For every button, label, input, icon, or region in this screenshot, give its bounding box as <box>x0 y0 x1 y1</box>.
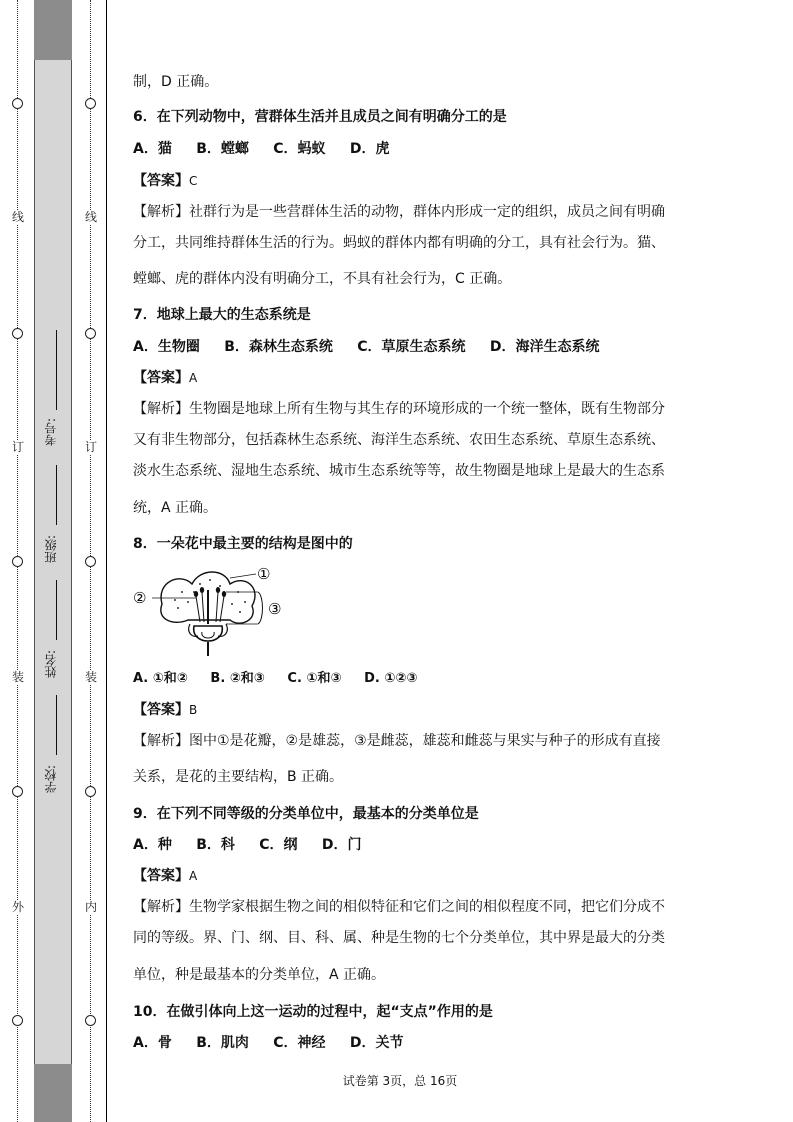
answer-value: C <box>189 174 198 188</box>
q9-answer <box>133 866 197 886</box>
page-footer: 试卷第 3页，总 16页 <box>342 1074 458 1088</box>
exam-number-field-label: 考号: <box>44 418 58 447</box>
outer-marker-ding: 订 <box>11 440 24 454</box>
answer-label: 【答案】 <box>133 370 189 386</box>
label-1: ① <box>257 565 271 583</box>
strip-top-block <box>34 0 72 60</box>
inner-circle <box>85 328 96 339</box>
inner-circle <box>85 98 96 109</box>
inner-marker-zhuang: 装 <box>84 670 97 684</box>
q6-answer <box>133 171 197 191</box>
outer-circle <box>12 786 23 797</box>
answer-value: B <box>189 703 198 717</box>
inner-circle <box>85 1015 96 1026</box>
ovary <box>194 626 223 641</box>
outer-marker-zhuang: 装 <box>11 670 24 684</box>
q6-options: A．猫 B．螳螂 C．蚂蚁 D．虎 <box>133 141 390 157</box>
outer-marker-xian: 线 <box>11 210 24 224</box>
q9-analysis-line: 同的等级。界、门、纲、目、科、属、种是生物的七个分类单位，其中界是最大的分类 <box>133 930 665 946</box>
name-field-label: 姓名: <box>44 650 58 679</box>
school-field-line[interactable] <box>56 695 57 755</box>
q6-analysis-line: 【解析】社群行为是一些营群体生活的动物，群体内形成一定的组织，成员之间有明确 <box>133 204 665 220</box>
q7-stem: 7．地球上最大的生态系统是 <box>133 307 311 323</box>
binding-margin <box>0 0 108 1122</box>
q7-analysis-line: 又有非生物部分，包括森林生态系统、海洋生态系统、农田生态系统、草原生态系统、 <box>133 432 665 448</box>
q8-analysis-line: 关系，是花的主要结构，B 正确。 <box>133 769 344 785</box>
school-field-label: 学校: <box>44 765 58 794</box>
inner-circle <box>85 786 96 797</box>
q6-stem: 6．在下列动物中，营群体生活并且成员之间有明确分工的是 <box>133 109 507 125</box>
outer-circle <box>12 556 23 567</box>
q8-options: A. ①和② B. ②和③ C. ①和③ D. ①②③ <box>133 671 418 686</box>
pointer-1 <box>230 574 256 578</box>
q8-analysis-line: 【解析】图中①是花瓣，②是雄蕊，③是雌蕊，雄蕊和雌蕊与果实与种子的形成有直接 <box>133 733 661 749</box>
q8-answer <box>133 700 197 720</box>
inner-marker-nei: 内 <box>84 900 97 914</box>
label-2: ② <box>133 589 147 607</box>
previous-answer-tail: 制，D 正确。 <box>133 74 219 90</box>
flower-diagram <box>130 562 290 658</box>
outer-marker-wai: 外 <box>11 900 24 914</box>
q7-options: A．生物圈 B．森林生态系统 C．草原生态系统 D．海洋生态系统 <box>133 339 600 355</box>
bracket-3 <box>258 592 263 624</box>
q7-answer <box>133 368 197 388</box>
answer-value: A <box>189 869 198 883</box>
class-field-line[interactable] <box>56 465 57 525</box>
q6-analysis-line: 螳螂、虎的群体内没有明确分工，不具有社会行为，C 正确。 <box>133 271 512 287</box>
answer-value: A <box>189 371 198 385</box>
q8-stem: 8．一朵花中最主要的结构是图中的 <box>133 536 353 552</box>
answer-label: 【答案】 <box>133 173 189 189</box>
answer-label: 【答案】 <box>133 868 189 884</box>
q9-stem: 9．在下列不同等级的分类单位中，最基本的分类单位是 <box>133 806 479 822</box>
margin-edge-line <box>106 0 107 1122</box>
outer-circle <box>12 328 23 339</box>
answer-label: 【答案】 <box>133 702 189 718</box>
exam-number-field-line[interactable] <box>56 330 57 410</box>
inner-marker-ding: 订 <box>84 440 97 454</box>
q7-analysis-line: 淡水生态系统、湿地生态系统、城市生态系统等等，故生物圈是地球上是最大的生态系 <box>133 463 665 479</box>
outer-circle <box>12 1015 23 1026</box>
q9-analysis-line: 【解析】生物学家根据生物之间的相似特征和它们之间的相似程度不同，把它们分成不 <box>133 899 665 915</box>
q10-stem: 10．在做引体向上这一运动的过程中，起“支点”作用的是 <box>133 1004 493 1020</box>
q6-analysis-line: 分工，共同维持群体生活的行为。蚂蚁的群体内都有明确的分工，具有社会行为。猫、 <box>133 235 665 251</box>
q9-options: A．种 B．科 C．纲 D．门 <box>133 837 362 853</box>
inner-marker-xian: 线 <box>84 210 97 224</box>
strip-bottom-block <box>34 1064 72 1122</box>
class-field-label: 班级: <box>44 535 58 564</box>
q9-analysis-line: 单位，种是最基本的分类单位，A 正确。 <box>133 967 386 983</box>
flower-diagram-svg <box>130 562 290 658</box>
label-3: ③ <box>268 600 282 618</box>
q10-options: A．骨 B．肌肉 C．神经 D．关节 <box>133 1035 404 1051</box>
inner-circle <box>85 556 96 567</box>
q7-analysis-line: 【解析】生物圈是地球上所有生物与其生存的环境形成的一个统一整体，既有生物部分 <box>133 401 665 417</box>
name-field-line[interactable] <box>56 580 57 640</box>
outer-circle <box>12 98 23 109</box>
q7-analysis-line: 统，A 正确。 <box>133 500 218 516</box>
